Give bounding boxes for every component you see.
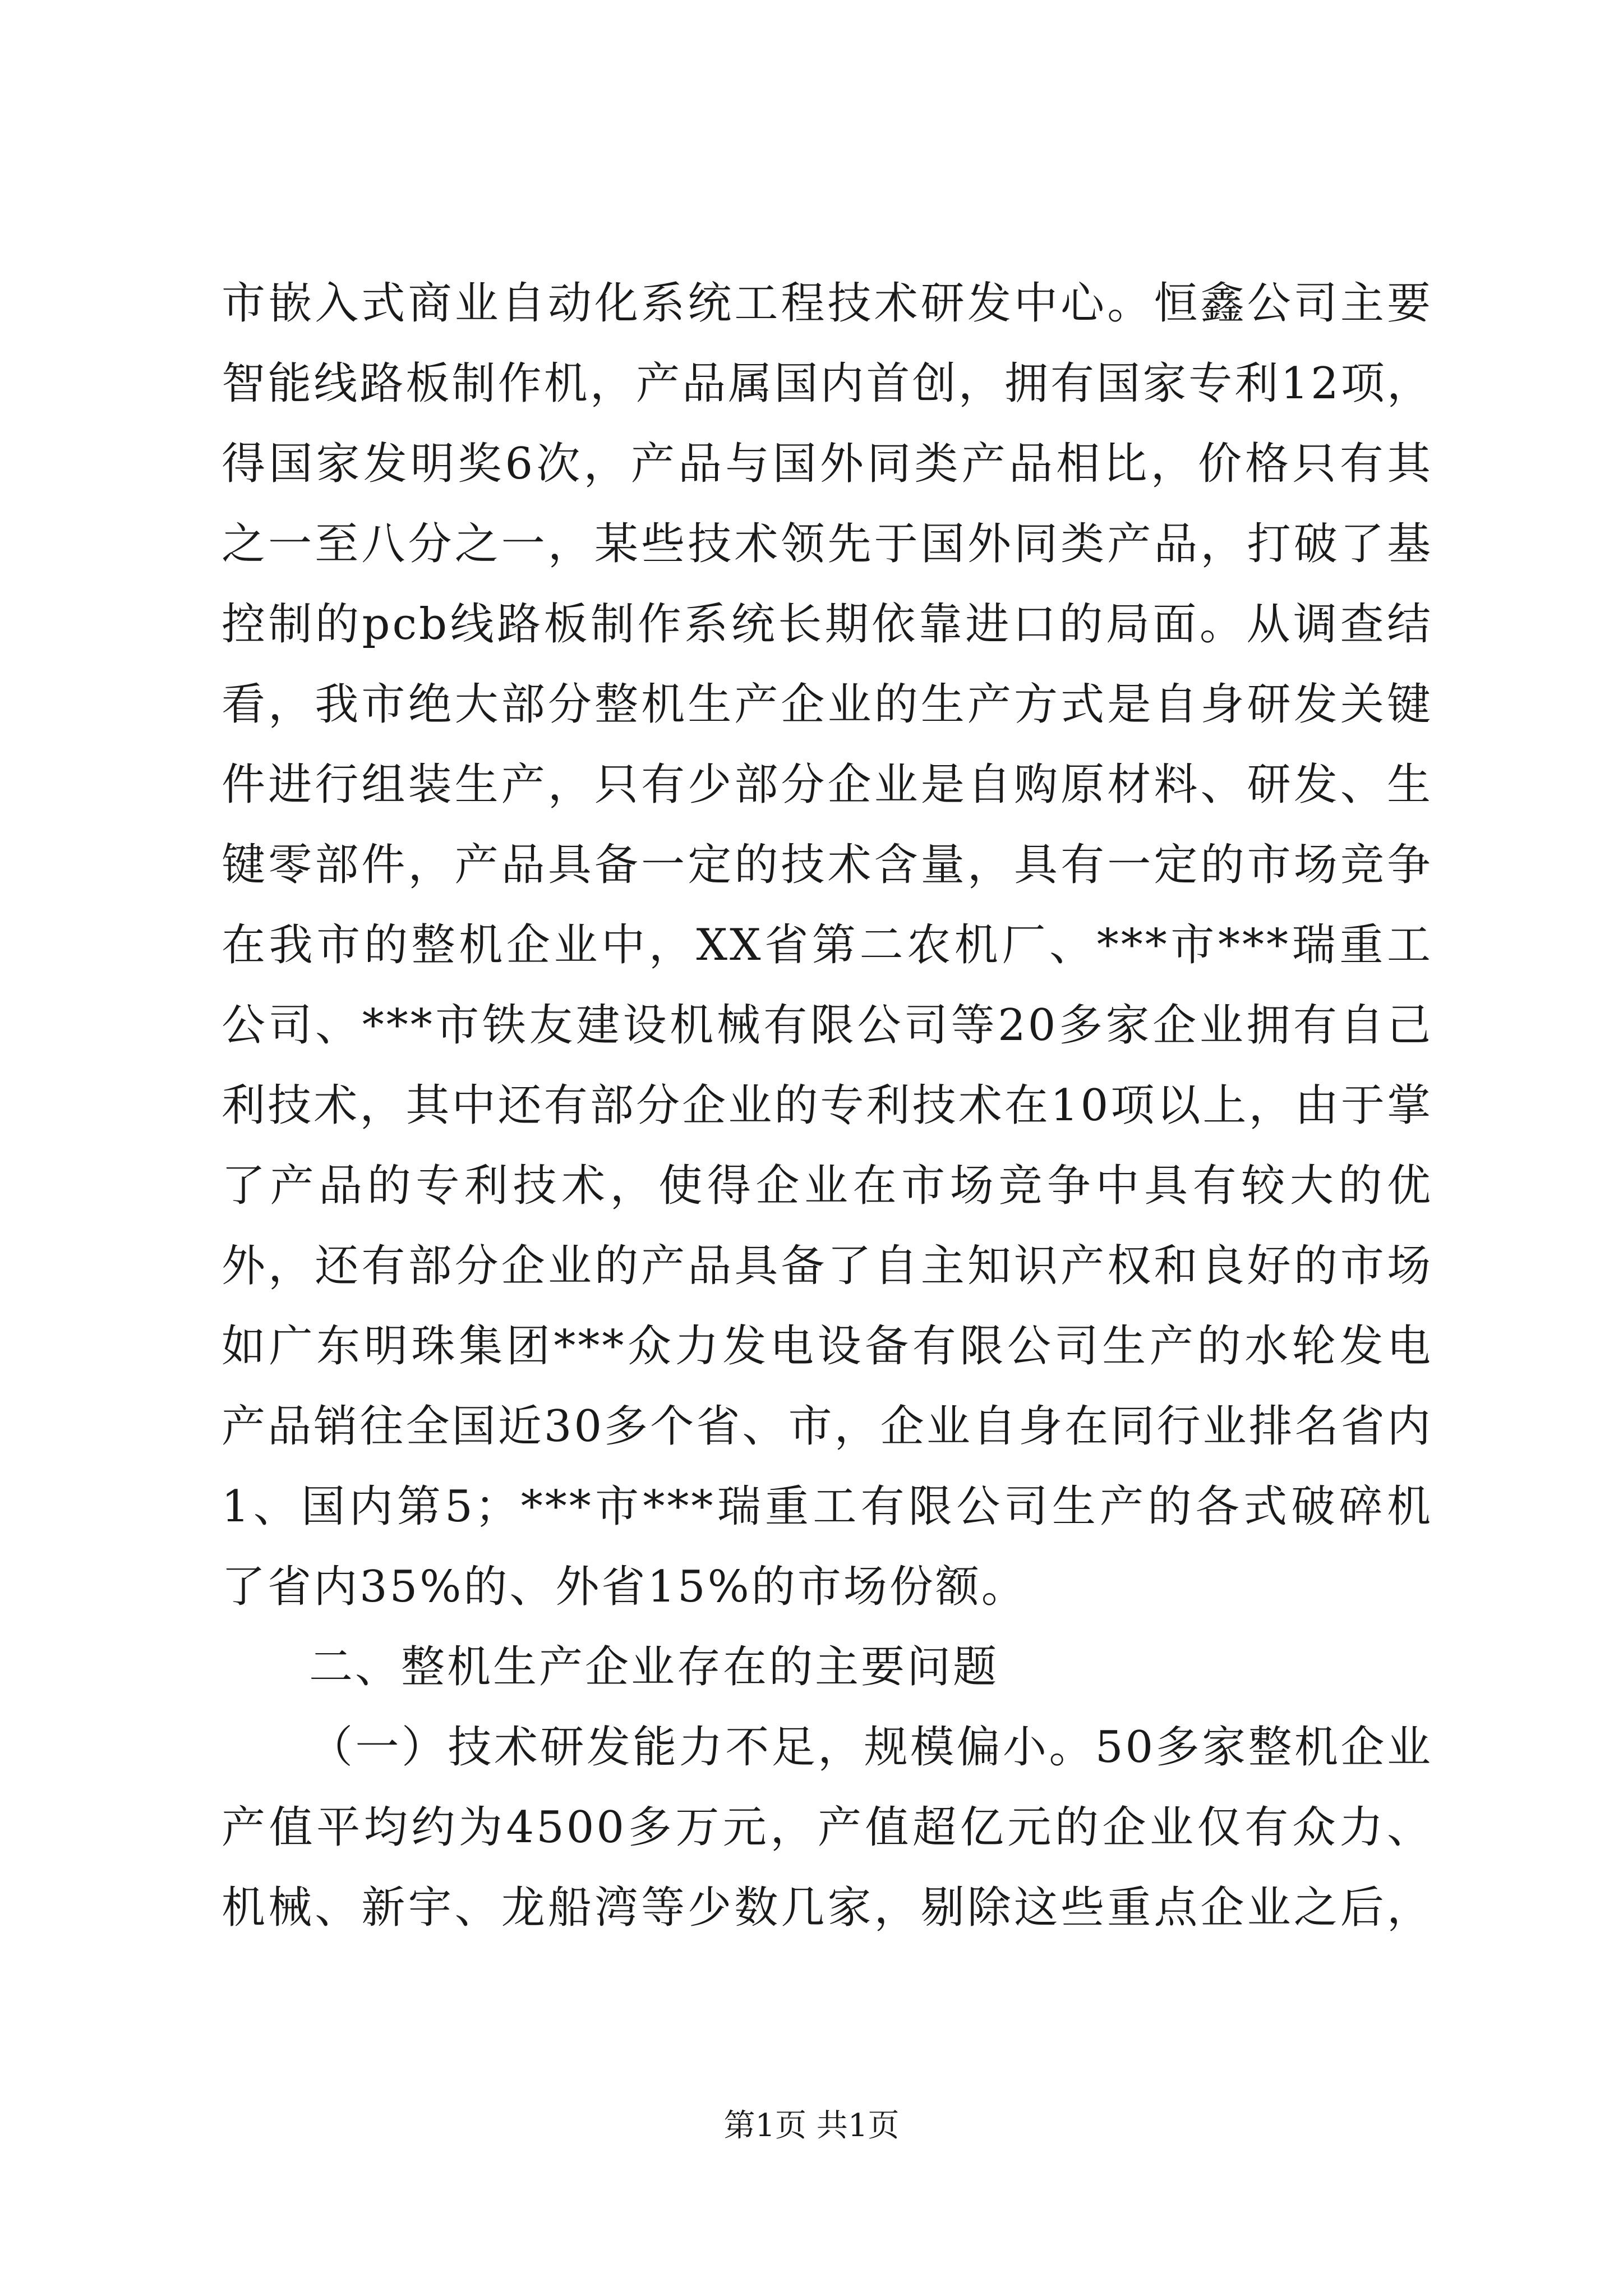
text-line: 控制的pcb线路板制作系统长期依靠进口的局面。从调查结 [222, 599, 1433, 650]
text-line: 件进行组装生产，只有少部分企业是自购原材料、研发、生 [222, 760, 1433, 810]
text-line: 智能线路板制作机，产品属国内首创，拥有国家专利12项， [222, 358, 1433, 409]
page-footer [0, 2101, 1623, 2146]
text-line: 市嵌入式商业自动化系统工程技术研发中心。恒鑫公司主要 [222, 278, 1433, 329]
document-body [222, 264, 1433, 1948]
section-heading: 二、整机生产企业存在的主要问题 [309, 1642, 999, 1692]
text-line: 之一至八分之一，某些技术领先于国外同类产品，打破了基 [222, 519, 1433, 569]
text-line: （一）技术研发能力不足，规模偏小。50多家整机企业 [309, 1722, 1433, 1773]
text-line: 看，我市绝大部分整机生产企业的生产方式是自身研发关键 [222, 679, 1433, 730]
text-line: 在我市的整机企业中，XX省第二农机厂、***市***瑞重工 [222, 920, 1433, 970]
text-line: 机械、新宇、龙船湾等少数几家，剔除这些重点企业之后， [222, 1883, 1433, 1933]
text-line: 得国家发明奖6次，产品与国外同类产品相比，价格只有其 [222, 439, 1433, 489]
text-line: 键零部件，产品具备一定的技术含量，具有一定的市场竞争 [222, 840, 1433, 890]
text-line: 产品销往全国近30多个省、市，企业自身在同行业排名省内 [222, 1401, 1433, 1452]
text-line: 了省内35%的、外省15%的市场份额。 [222, 1562, 1027, 1612]
text-line: 产值平均约为4500多万元，产值超亿元的企业仅有众力、 [222, 1802, 1433, 1853]
text-line: 了产品的专利技术，使得企业在市场竞争中具有较大的优 [222, 1161, 1433, 1211]
text-line: 如广东明珠集团***众力发电设备有限公司生产的水轮发电 [222, 1321, 1433, 1372]
text-line: 利技术，其中还有部分企业的专利技术在10项以上，由于掌 [222, 1080, 1433, 1131]
page-number-label: 第1页 共1页 [723, 2108, 900, 2144]
text-line: 1、国内第5；***市***瑞重工有限公司生产的各式破碎机 [222, 1481, 1433, 1532]
text-line: 外，还有部分企业的产品具备了自主知识产权和良好的市场 [222, 1241, 1433, 1291]
text-line: 公司、***市铁友建设机械有限公司等20多家企业拥有自己 [222, 1000, 1433, 1051]
